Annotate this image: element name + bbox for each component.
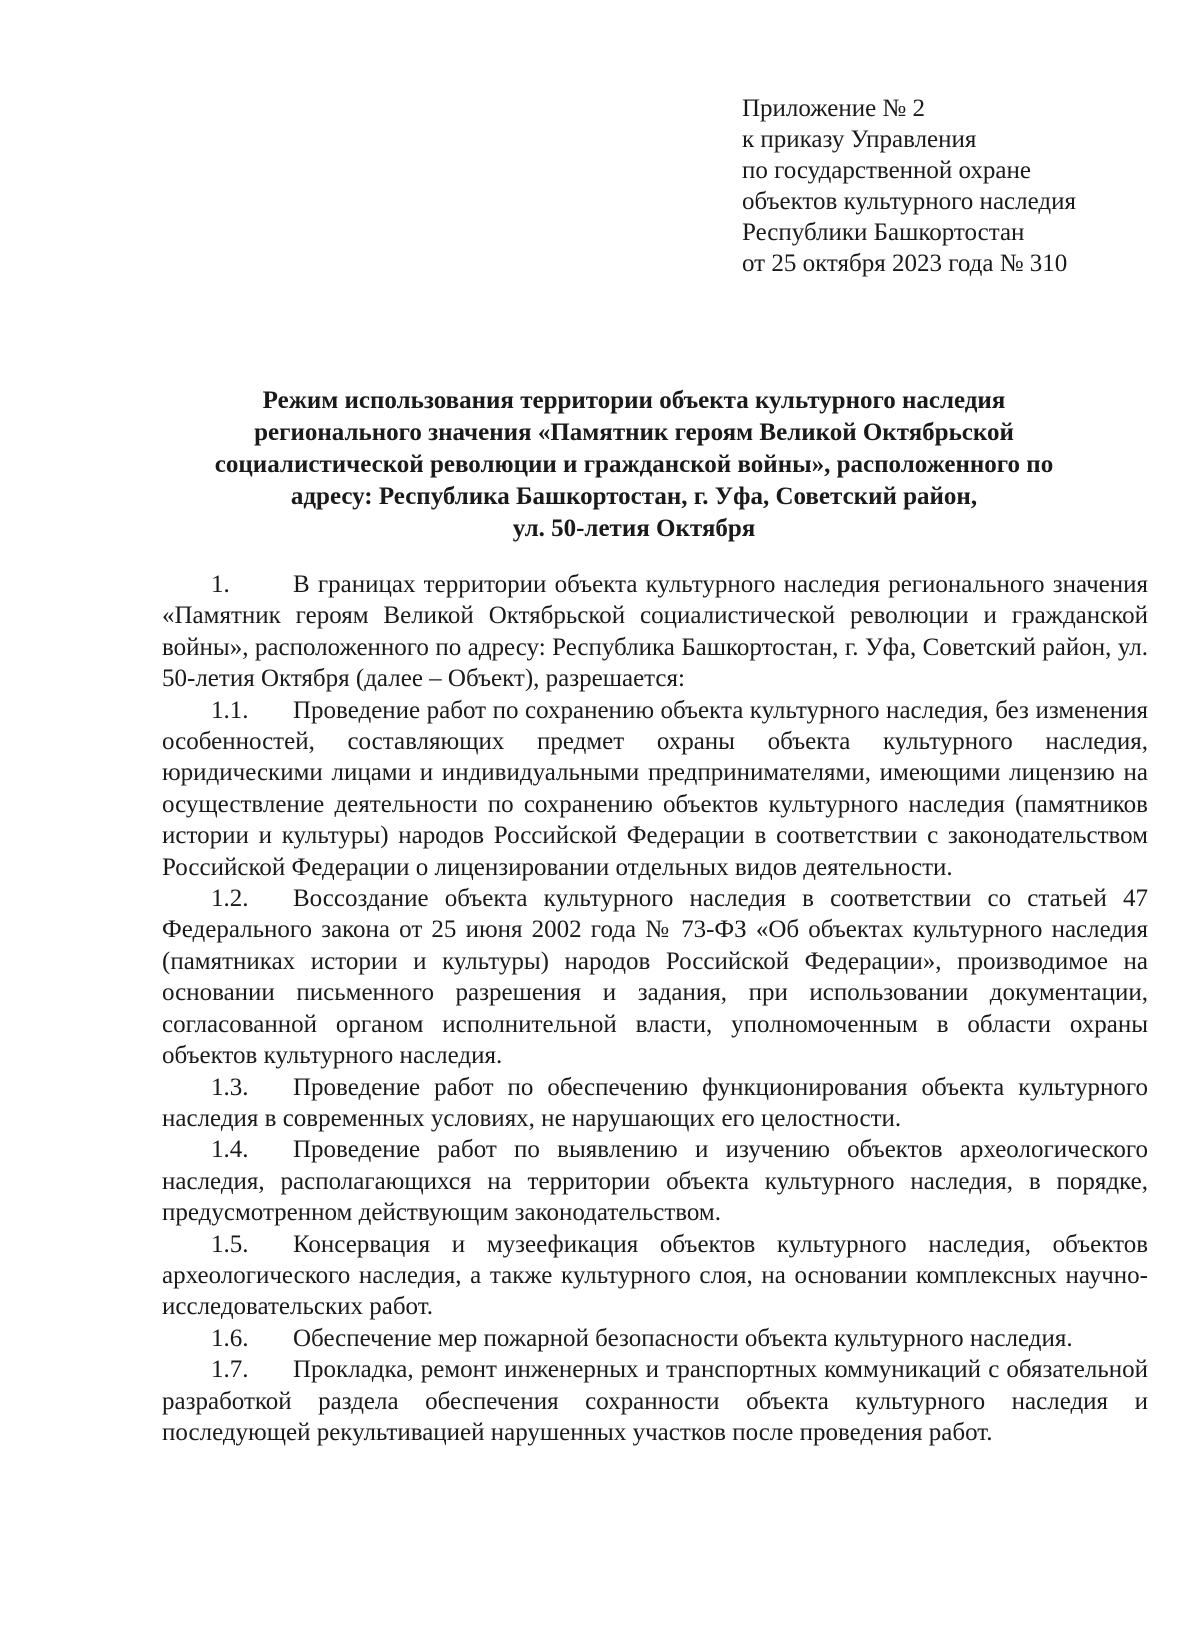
clause-number: 1.	[211, 571, 230, 598]
clause-text: Проведение работ по сохранению объекта культурного наследия, без изменения особенностей, составляющих предмет охраны объекта культурного наследия, юридическими лицами и индивидуальными предпринимателями, имеющими лицензию на осуществление деятельности по сохранению объектов культурного наследия (памятников истории и культуры) народов Российской Федерации в соответствии с законодательством Российской Федерации о лицензировании отдельных видов деятельности.	[162, 696, 1148, 881]
clause	[162, 1354, 1148, 1448]
clause-text: Воссоздание объекта культурного наследия в соответствии со статьей 47 Федерального закона от 25 июня 2002 года № 73-ФЗ «Об объектах культурного наследия (памятниках истории и культуры) народов Российской Федерации», производимое на основании письменного разрешения и задания, при использовании документации, согласованной органом исполнительной власти, уполномоченным в области охраны объектов культурного наследия.	[162, 885, 1148, 1070]
clause	[162, 883, 1148, 1071]
clause-text: В границах территории объекта культурного наследия регионального значения «Памятник героям Великой Октябрьской социалистической революции и гражданской войны», расположенного по адресу: Республика Башкортостан, г. Уфа, Советский район, ул. 50-летия Октября (далее – Объект), разрешается:	[162, 571, 1148, 693]
clause-text: Проведение работ по обеспечению функционирования объекта культурного наследия в современных условиях, не нарушающих его целостности.	[162, 1073, 1148, 1132]
appendix-line: объектов культурного наследия	[742, 188, 1076, 215]
appendix-header	[742, 93, 1076, 279]
clause-number: 1.3.	[211, 1073, 249, 1101]
title-line: регионального значения «Памятник героям Великой Октябрьской	[254, 419, 1014, 446]
clause-number: 1.6.	[211, 1324, 249, 1352]
title-line: Режим использования территории объекта культурного наследия	[262, 387, 1006, 414]
appendix-line: от 25 октября 2023 года № 310	[742, 250, 1068, 277]
clause	[162, 1072, 1148, 1135]
document-title	[150, 385, 1118, 545]
appendix-line: к приказу Управления	[742, 126, 977, 153]
clause-text: Прокладка, ремонт инженерных и транспортных коммуникаций с обязательной разработкой раздела обеспечения сохранности объекта культурного наследия и последующей рекультивацией нарушенных участков после проведения работ.	[162, 1356, 1148, 1446]
clause-number: 1.4.	[211, 1136, 249, 1164]
clause-number: 1.1.	[211, 696, 249, 724]
appendix-line: Приложение № 2	[742, 95, 926, 122]
title-line: социалистической революции и гражданской войны», расположенного по	[214, 451, 1054, 478]
clause-text: Обеспечение мер пожарной безопасности объекта культурного наследия.	[293, 1324, 1073, 1352]
title-line: ул. 50-летия Октября	[512, 515, 756, 542]
title-line: адресу: Республика Башкортостан, г. Уфа, Советский район,	[290, 483, 978, 510]
clause-text: Проведение работ по выявлению и изучению объектов археологического наследия, располагающихся на территории объекта культурного наследия, в порядке, предусмотренном действующим законодательством.	[162, 1136, 1148, 1227]
clause	[162, 1229, 1148, 1323]
document-body	[162, 569, 1148, 1448]
clause	[162, 569, 1148, 695]
clause-number: 1.2.	[211, 885, 249, 913]
appendix-line: Республики Башкортостан	[742, 219, 1025, 246]
clause	[162, 695, 1148, 883]
clause-text: Консервация и музеефикация объектов культурного наследия, объектов археологического наследия, а также культурного слоя, на основании комплексных научно-исследовательских работ.	[162, 1230, 1148, 1321]
clause	[162, 1323, 1148, 1354]
clause-number: 1.7.	[211, 1356, 249, 1384]
appendix-line: по государственной охране	[742, 157, 1032, 184]
clause	[162, 1134, 1148, 1228]
clause-number: 1.5.	[211, 1230, 249, 1258]
